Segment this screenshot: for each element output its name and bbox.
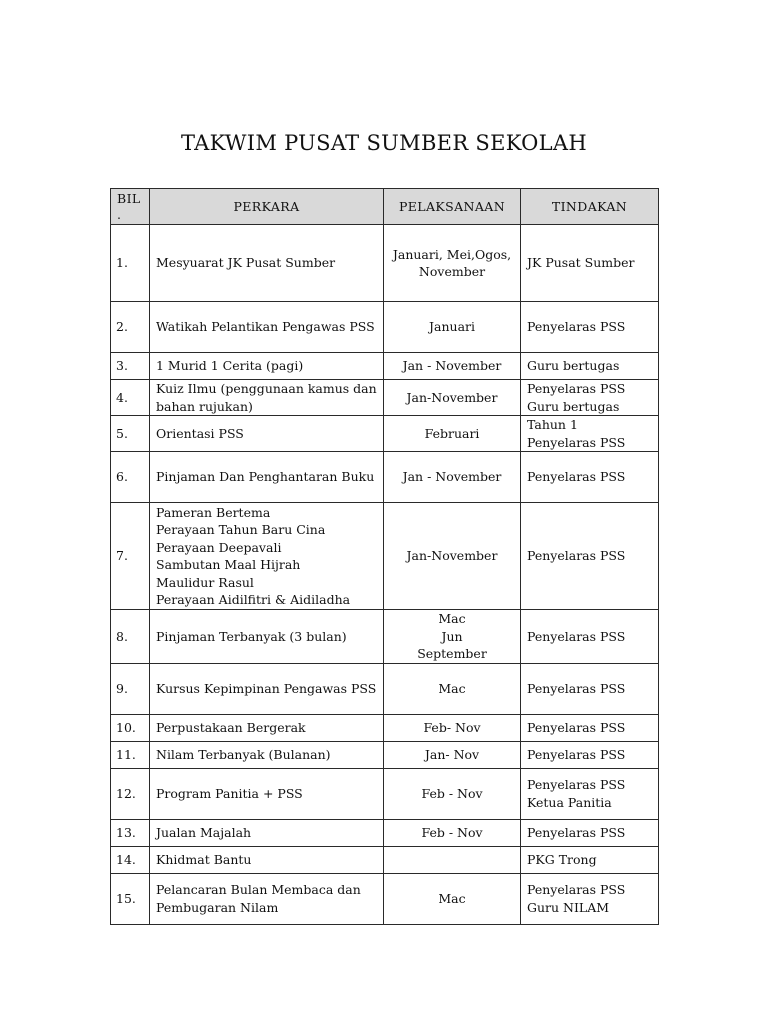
- bil-cell: 1.: [111, 225, 150, 302]
- table-row: [111, 353, 659, 380]
- pelaksanaan-cell: [384, 663, 521, 714]
- tindakan-cell: [521, 714, 659, 741]
- pelaksanaan-line: Januari: [429, 319, 475, 335]
- tindakan-cell: [521, 663, 659, 714]
- bil-cell: 8.: [111, 610, 150, 664]
- perkara-line: Kursus Kepimpinan Pengawas PSS: [156, 680, 377, 696]
- bil-cell: 7.: [111, 503, 150, 610]
- pelaksanaan-line: Jan- Nov: [424, 746, 480, 762]
- perkara-line: Khidmat Bantu: [156, 851, 252, 867]
- tindakan-cell: [521, 741, 659, 768]
- bil-cell: 14.: [111, 846, 150, 873]
- bil-cell: 4.: [111, 380, 150, 416]
- perkara-line: Pinjaman Terbanyak (3 bulan): [156, 628, 347, 644]
- table-row: [111, 768, 659, 819]
- tindakan-line: Penyelaras PSS: [527, 882, 626, 897]
- tindakan-cell: [521, 846, 659, 873]
- header-perkara: PERKARA: [150, 189, 384, 225]
- tindakan-line: Penyelaras PSS: [527, 381, 626, 396]
- tindakan-line: Penyelaras PSS: [527, 319, 626, 335]
- perkara-cell: [150, 225, 384, 302]
- perkara-line: Orientasi PSS: [156, 425, 244, 441]
- table-row: [111, 873, 659, 924]
- tindakan-line: Penyelaras PSS: [527, 434, 626, 450]
- perkara-cell: [150, 353, 384, 380]
- tindakan-line: Tahun 1: [527, 417, 578, 432]
- header-pelaksanaan: PELAKSANAAN: [384, 189, 521, 225]
- tindakan-cell: [521, 873, 659, 924]
- perkara-line: Perayaan Tahun Baru Cina: [156, 522, 326, 537]
- pelaksanaan-line: Feb- Nov: [423, 719, 481, 735]
- bil-cell: 13.: [111, 819, 150, 846]
- tindakan-line: Penyelaras PSS: [527, 628, 626, 644]
- bil-cell: 6.: [111, 452, 150, 503]
- tindakan-cell: [521, 416, 659, 452]
- bil-cell: 15.: [111, 873, 150, 924]
- bil-cell: 10.: [111, 714, 150, 741]
- perkara-cell: [150, 416, 384, 452]
- table-row: [111, 416, 659, 452]
- tindakan-cell: [521, 768, 659, 819]
- pelaksanaan-line: Januari, Mei,Ogos,: [392, 246, 512, 262]
- tindakan-line: Penyelaras PSS: [527, 469, 626, 485]
- tindakan-line: Penyelaras PSS: [527, 680, 626, 696]
- table-row: [111, 714, 659, 741]
- perkara-line: Pinjaman Dan Penghantaran Buku: [156, 469, 375, 485]
- perkara-line: 1 Murid 1 Cerita (pagi): [156, 358, 304, 374]
- pelaksanaan-cell: [384, 452, 521, 503]
- table-row: [111, 846, 659, 873]
- perkara-line: Pelancaran Bulan Membaca dan: [156, 882, 361, 897]
- perkara-cell: [150, 663, 384, 714]
- tindakan-cell: [521, 819, 659, 846]
- tindakan-cell: [521, 302, 659, 353]
- perkara-cell: [150, 380, 384, 416]
- perkara-line: Perayaan Aidilfitri & Aidiladha: [156, 592, 351, 607]
- perkara-line: Watikah Pelantikan Pengawas PSS: [156, 319, 375, 335]
- table-row: [111, 503, 659, 610]
- header-bil: BIL .: [111, 189, 150, 225]
- perkara-line: Pameran Bertema: [156, 504, 271, 520]
- pelaksanaan-line: Mac: [438, 611, 466, 626]
- perkara-cell: [150, 452, 384, 503]
- perkara-line: Pembugaran Nilam: [156, 899, 279, 915]
- perkara-cell: [150, 503, 384, 610]
- tindakan-cell: [521, 452, 659, 503]
- pelaksanaan-line: Feb - Nov: [421, 824, 483, 840]
- bil-cell: 2.: [111, 302, 150, 353]
- perkara-line: Perayaan Deepavali: [156, 539, 282, 555]
- table-row: [111, 741, 659, 768]
- tindakan-line: JK Pusat Sumber: [527, 255, 635, 271]
- tindakan-line: Penyelaras PSS: [527, 824, 626, 840]
- perkara-line: Program Panitia + PSS: [156, 785, 303, 801]
- perkara-line: Nilam Terbanyak (Bulanan): [156, 746, 331, 762]
- perkara-cell: [150, 302, 384, 353]
- tindakan-line: Guru NILAM: [527, 899, 610, 915]
- pelaksanaan-cell: [384, 873, 521, 924]
- tindakan-line: PKG Trong: [527, 851, 597, 867]
- pelaksanaan-cell: [384, 846, 521, 873]
- tindakan-cell: [521, 503, 659, 610]
- pelaksanaan-cell: [384, 302, 521, 353]
- pelaksanaan-line: September: [417, 646, 487, 661]
- tindakan-line: Penyelaras PSS: [527, 719, 626, 735]
- pelaksanaan-cell: [384, 714, 521, 741]
- table-row: [111, 452, 659, 503]
- bil-cell: 12.: [111, 768, 150, 819]
- bil-cell: 11.: [111, 741, 150, 768]
- pelaksanaan-cell: [384, 819, 521, 846]
- tindakan-line: Penyelaras PSS: [527, 746, 626, 762]
- table-row: [111, 225, 659, 302]
- pelaksanaan-cell: [384, 225, 521, 302]
- perkara-line: Perpustakaan Bergerak: [156, 719, 306, 735]
- table-row: [111, 610, 659, 664]
- pelaksanaan-line: Jan-November: [406, 548, 498, 564]
- page-title: TAKWIM PUSAT SUMBER SEKOLAH: [181, 131, 587, 155]
- pelaksanaan-cell: [384, 380, 521, 416]
- perkara-cell: [150, 846, 384, 873]
- table-header-row: [111, 189, 659, 225]
- perkara-cell: [150, 741, 384, 768]
- pelaksanaan-cell: [384, 741, 521, 768]
- perkara-line: Mesyuarat JK Pusat Sumber: [156, 255, 336, 271]
- bil-cell: 5.: [111, 416, 150, 452]
- tindakan-cell: [521, 610, 659, 664]
- table-row: [111, 663, 659, 714]
- table-row: [111, 380, 659, 416]
- pelaksanaan-line: Jun: [441, 628, 463, 644]
- header-tindakan: TINDAKAN: [521, 189, 659, 225]
- pelaksanaan-line: Jan-November: [406, 389, 498, 405]
- perkara-line: Maulidur Rasul: [156, 574, 254, 590]
- perkara-line: Jualan Majalah: [156, 824, 252, 840]
- bil-cell: 9.: [111, 663, 150, 714]
- pelaksanaan-cell: [384, 503, 521, 610]
- pelaksanaan-cell: [384, 768, 521, 819]
- perkara-cell: [150, 714, 384, 741]
- pelaksanaan-line: Februari: [424, 425, 480, 441]
- bil-cell: 3.: [111, 353, 150, 380]
- pelaksanaan-line: November: [418, 264, 486, 279]
- perkara-line: Sambutan Maal Hijrah: [156, 557, 301, 572]
- perkara-line: Kuiz Ilmu (penggunaan kamus dan: [156, 381, 377, 396]
- tindakan-line: Ketua Panitia: [527, 794, 612, 810]
- table-body: [111, 225, 659, 925]
- pelaksanaan-cell: [384, 416, 521, 452]
- perkara-cell: [150, 873, 384, 924]
- tindakan-cell: [521, 225, 659, 302]
- perkara-cell: [150, 610, 384, 664]
- table-row: [111, 302, 659, 353]
- pelaksanaan-line: Mac: [438, 680, 466, 696]
- pelaksanaan-cell: [384, 353, 521, 380]
- perkara-cell: [150, 819, 384, 846]
- pelaksanaan-line: Jan - November: [402, 358, 502, 374]
- tindakan-line: Penyelaras PSS: [527, 777, 626, 792]
- pelaksanaan-line: Mac: [438, 890, 466, 906]
- perkara-line: bahan rujukan): [156, 398, 253, 414]
- pelaksanaan-line: Feb - Nov: [421, 785, 483, 801]
- takwim-table: [110, 188, 659, 925]
- tindakan-cell: [521, 380, 659, 416]
- tindakan-cell: [521, 353, 659, 380]
- perkara-cell: [150, 768, 384, 819]
- table-row: [111, 819, 659, 846]
- tindakan-line: Guru bertugas: [527, 398, 620, 414]
- pelaksanaan-cell: [384, 610, 521, 664]
- tindakan-line: Penyelaras PSS: [527, 548, 626, 564]
- pelaksanaan-line: Jan - November: [402, 469, 502, 485]
- tindakan-line: Guru bertugas: [527, 358, 620, 374]
